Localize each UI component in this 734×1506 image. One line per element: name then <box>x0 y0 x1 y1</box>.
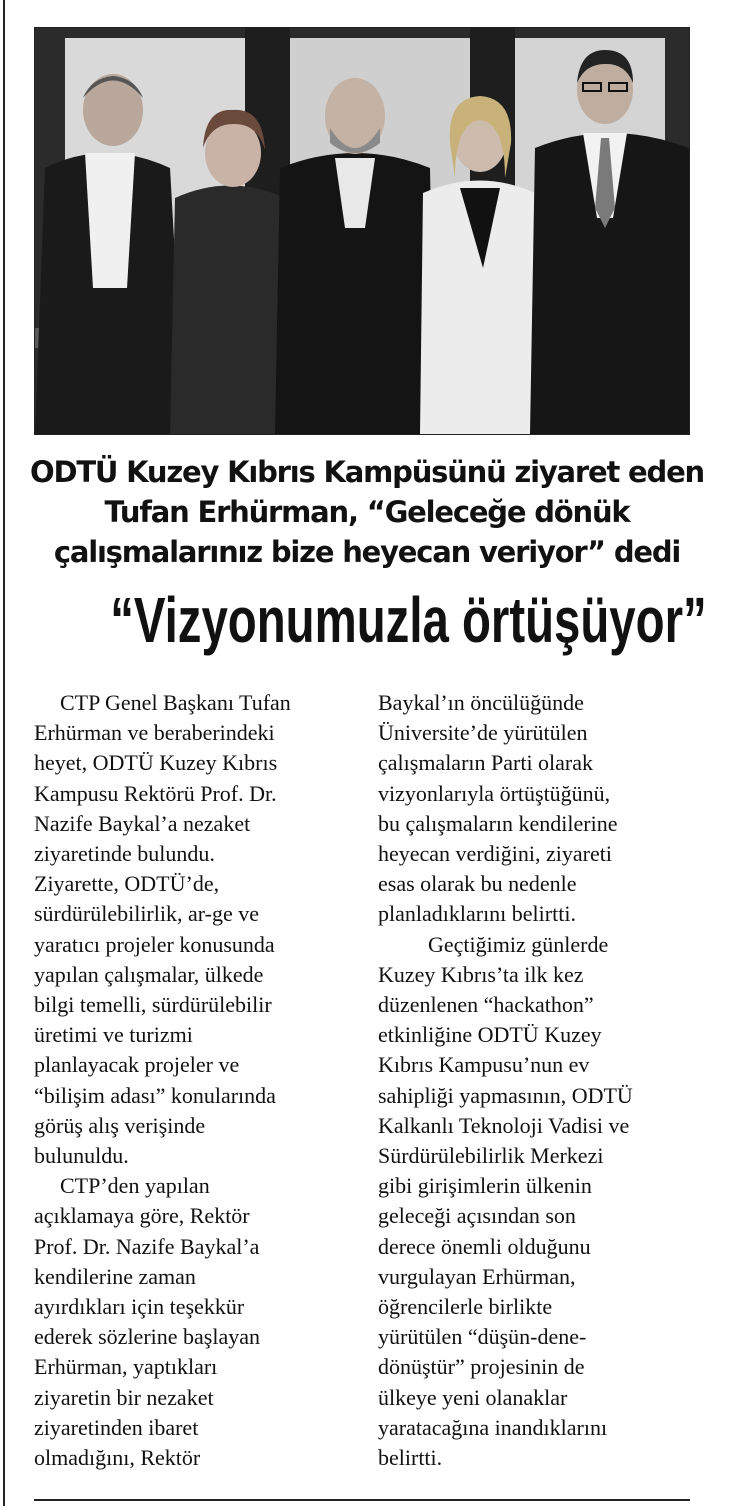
headline: “Vizyonumuzla örtüşüyor” <box>110 584 707 656</box>
body-line: yapılan çalışmalar, ülkede <box>34 961 264 987</box>
body-line: gibi girişimlerin ülkenin <box>378 1173 592 1199</box>
subheadline-line: çalışmalarınız bize heyecan veriyor” dedi <box>53 535 681 569</box>
body-line: ülkeye yeni olanaklar <box>378 1384 568 1410</box>
body-line: Sürdürülebilirlik Merkezi <box>378 1143 604 1169</box>
body-line: geleceği açısından son <box>378 1203 576 1229</box>
body-column-2 <box>378 688 678 1473</box>
body-line: bulunuldu. <box>34 1143 129 1169</box>
body-line: Erhürman ve beraberindeki <box>34 720 275 746</box>
subheadline-line: Tufan Erhürman, “Geleceğe dönük <box>104 495 630 529</box>
body-line: bilgi temelli, sürdürülebilir <box>34 992 272 1018</box>
subheadline-line: ODTÜ Kuzey Kıbrıs Kampüsünü ziyaret eden <box>30 455 704 489</box>
body-line: CTP Genel Başkanı Tufan <box>60 690 291 715</box>
body-line: Kalkanlı Teknoloji Vadisi ve <box>378 1112 630 1138</box>
body-line: sahipliği yapmasının, ODTÜ <box>378 1082 633 1108</box>
body-line: yürütülen “düşün-dene- <box>378 1324 587 1350</box>
body-line: etkinliğine ODTÜ Kuzey <box>378 1022 602 1048</box>
body-line: ederek sözlerine başlayan <box>34 1324 260 1350</box>
body-line: vurgulayan Erhürman, <box>378 1263 576 1289</box>
body-line: olmadığını, Rektör <box>34 1445 201 1471</box>
subheadline <box>20 452 714 572</box>
body-line: Kıbrıs Kampusu’nun ev <box>378 1052 590 1078</box>
body-line: Prof. Dr. Nazife Baykal’a <box>34 1233 260 1259</box>
body-line: Kuzey Kıbrıs’ta ilk kez <box>378 961 584 987</box>
body-line: Üniversite’de yürütülen <box>378 720 588 746</box>
body-line: heyet, ODTÜ Kuzey Kıbrıs <box>34 750 278 776</box>
body-line: sürdürülebilirlik, ar-ge ve <box>34 901 259 927</box>
body-line: esas olarak bu nedenle <box>378 871 577 897</box>
body-line: kendilerine zaman <box>34 1263 196 1289</box>
body-column-1 <box>34 688 334 1473</box>
body-line: belirtti. <box>378 1445 443 1471</box>
body-line: derece önemli olduğunu <box>378 1233 591 1259</box>
body-line: yaratacağına inandıklarını <box>378 1414 608 1440</box>
body-line: dönüştür” projesinin de <box>378 1354 585 1380</box>
body-line: Nazife Baykal’a nezaket <box>34 810 251 836</box>
body-line: öğrencilerle birlikte <box>378 1294 553 1320</box>
body-line: Geçtiğimiz günlerde <box>428 931 609 957</box>
body-line: bu çalışmaların kendilerine <box>378 810 618 836</box>
body-line: Erhürman, yaptıkları <box>34 1354 218 1380</box>
body-line: ziyaretinden ibaret <box>34 1414 199 1440</box>
body-line: görüş alış verişinde <box>34 1112 206 1138</box>
body-line: çalışmaların Parti olarak <box>378 750 594 776</box>
body-line: ziyaretin bir nezaket <box>34 1384 214 1410</box>
body-line: “bilişim adası” konularında <box>34 1082 276 1108</box>
body-line: ayırdıkları için teşekkür <box>34 1294 245 1320</box>
body-line: heyecan verdiğini, ziyareti <box>378 841 612 867</box>
body-line: Baykal’ın öncülüğünde <box>378 690 584 715</box>
body-line: üretimi ve turizmi <box>34 1022 193 1048</box>
body-line: CTP’den yapılan <box>60 1173 210 1199</box>
body-line: açıklamaya göre, Rektör <box>34 1203 250 1229</box>
body-line: Kampusu Rektörü Prof. Dr. <box>34 780 277 806</box>
bottom-rule <box>34 1499 690 1501</box>
body-line: planlayacak projeler ve <box>34 1052 240 1078</box>
body-line: ziyaretinde bulundu. <box>34 841 215 867</box>
group-photo-illustration <box>35 28 689 434</box>
body-line: düzenlenen “hackathon” <box>378 992 594 1018</box>
column-divider-rule <box>3 0 5 1506</box>
article-photo <box>34 27 690 435</box>
body-line: yaratıcı projeler konusunda <box>34 931 275 957</box>
body-line: planladıklarını belirtti. <box>378 901 576 927</box>
body-line: vizyonlarıyla örtüştüğünü, <box>378 780 611 806</box>
body-line: Ziyarette, ODTÜ’de, <box>34 871 220 897</box>
